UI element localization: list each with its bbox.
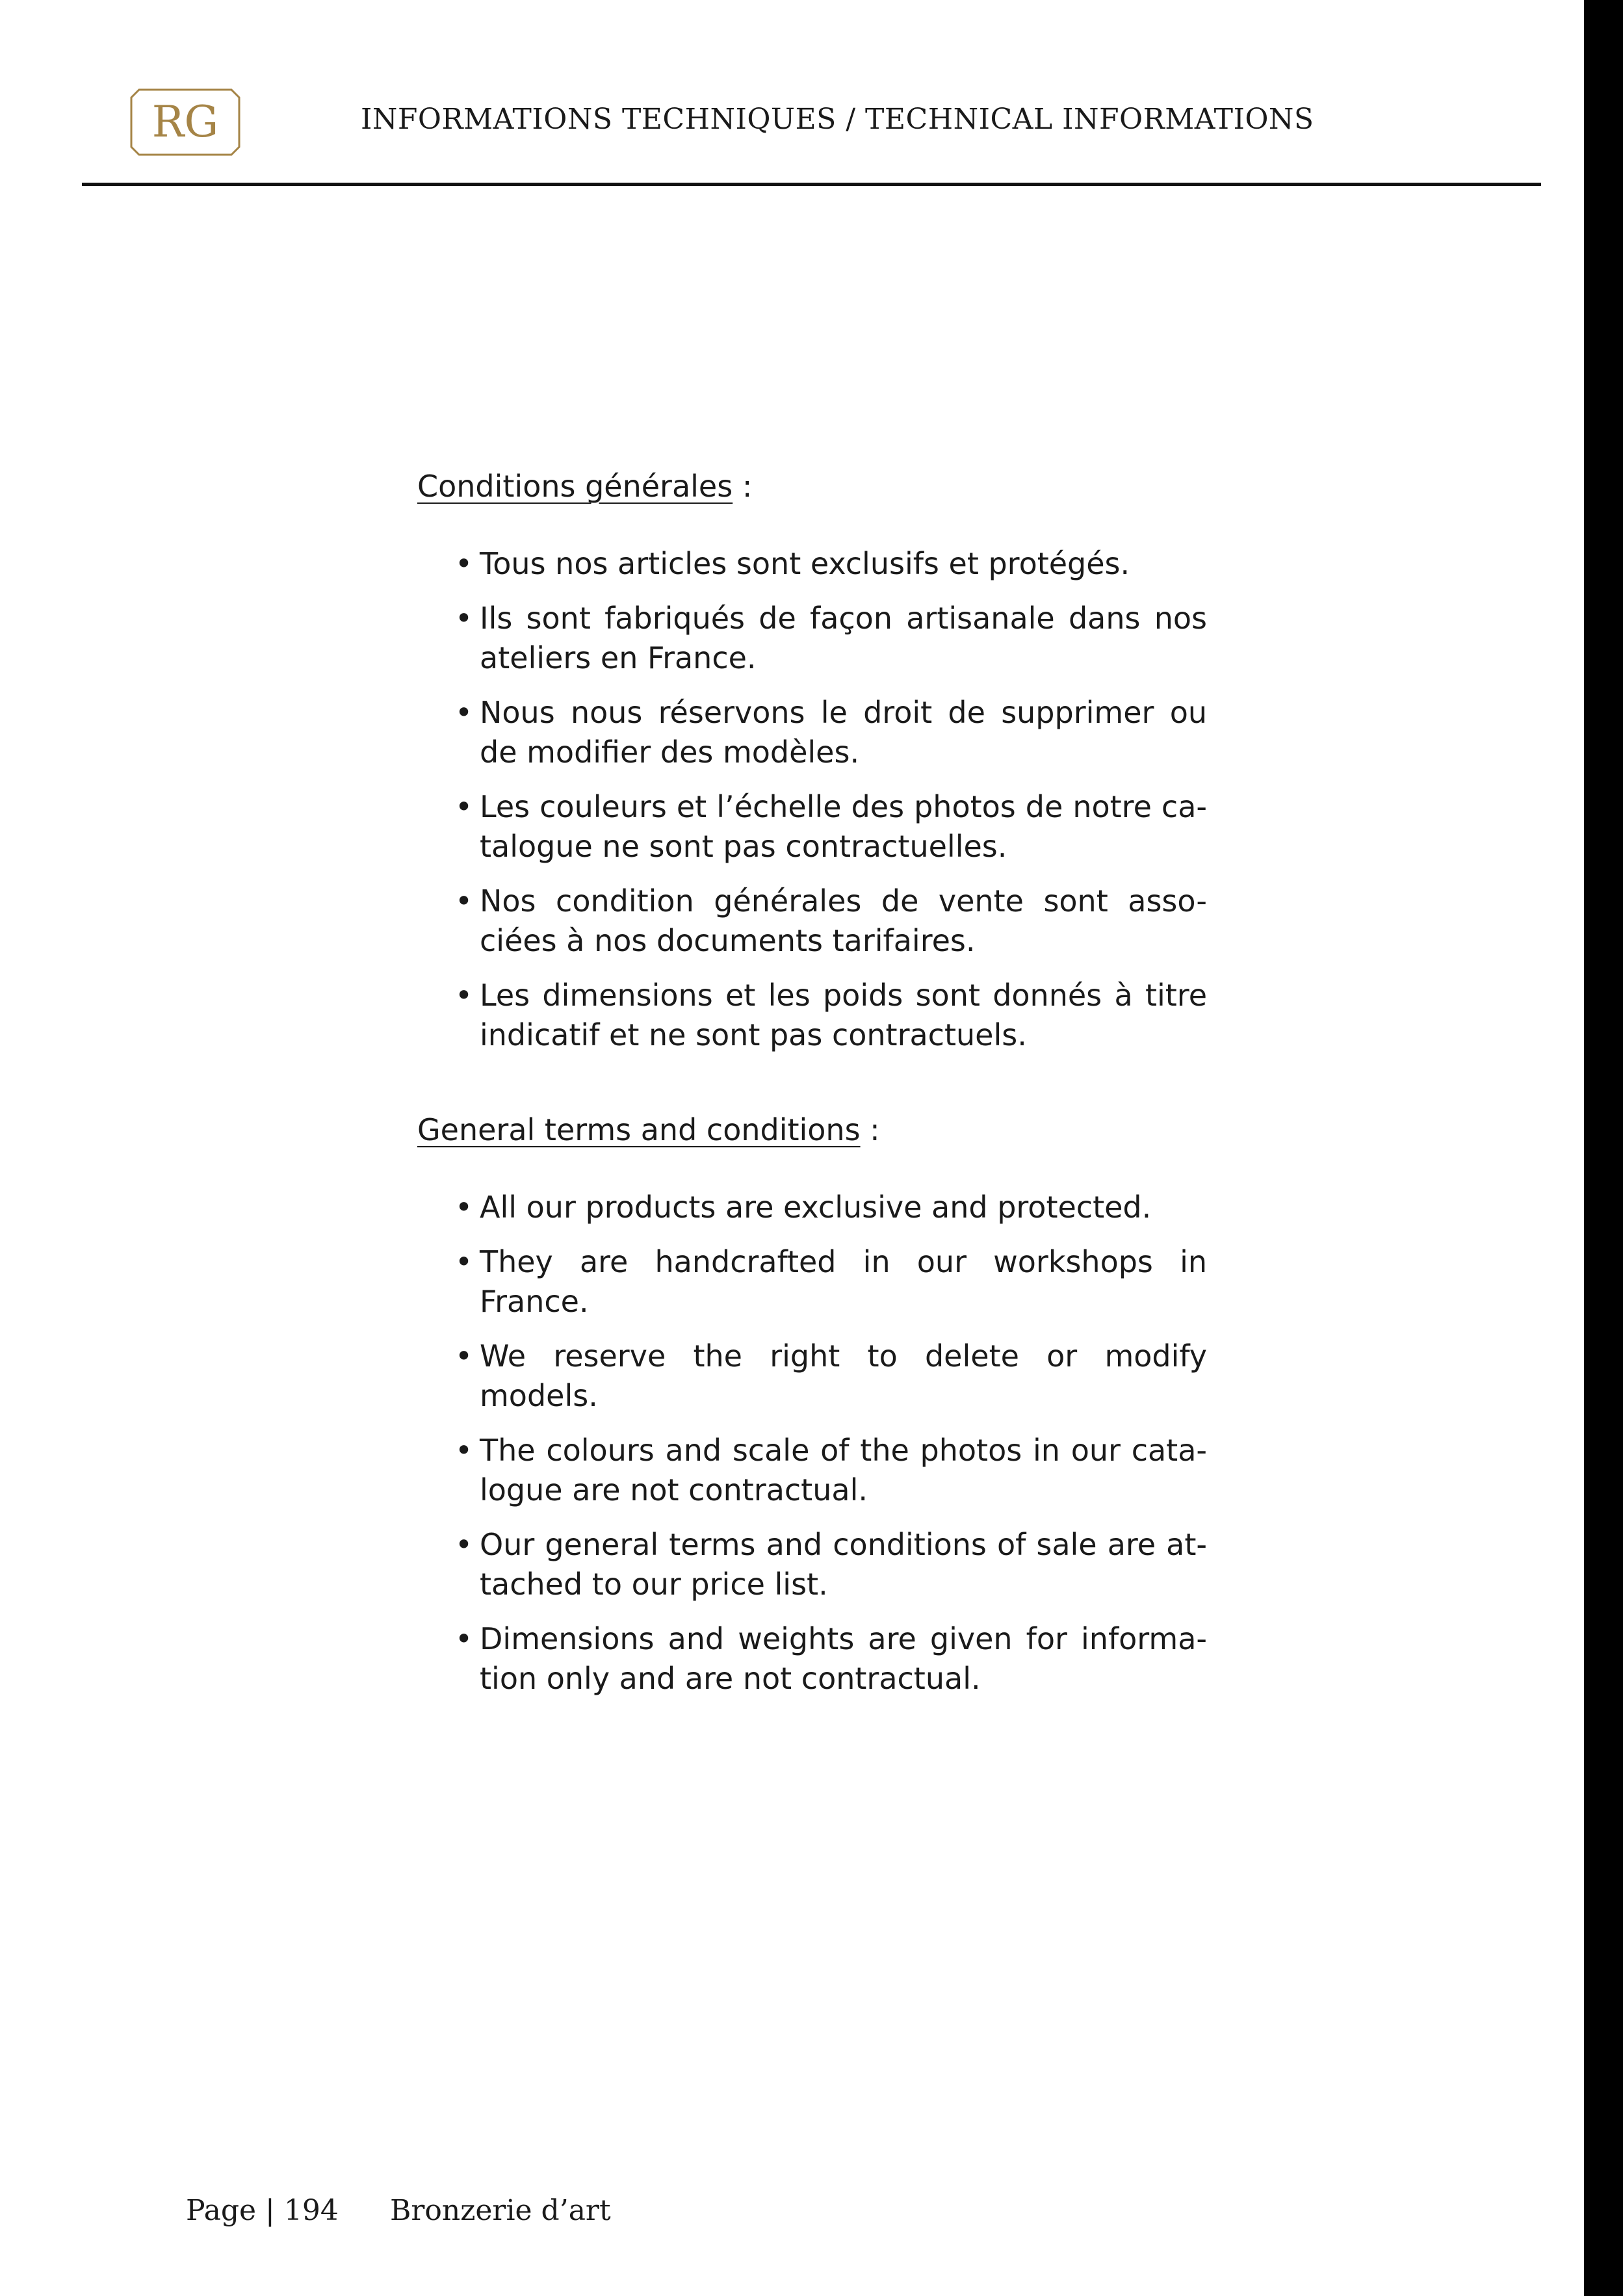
list-item-text: Ils sont fabriqués de façon artisanale dans nos ateliers en France. bbox=[480, 601, 1207, 675]
list-item bbox=[417, 599, 1207, 678]
bullet-icon: • bbox=[455, 1190, 473, 1225]
page-header-title: INFORMATIONS TECHNIQUES / TECHNICAL INFORMATIONS bbox=[361, 103, 1314, 136]
list-item bbox=[417, 1619, 1207, 1699]
list-item bbox=[417, 544, 1207, 584]
page-edge-bar bbox=[1584, 0, 1623, 2296]
list-item bbox=[417, 787, 1207, 867]
list-item bbox=[417, 1337, 1207, 1416]
section-heading-colon: : bbox=[860, 1112, 880, 1147]
list-item bbox=[417, 1431, 1207, 1510]
footer-page-number: Page | 194 bbox=[186, 2194, 339, 2227]
list-item-text: We reserve the right to delete or modify models. bbox=[480, 1338, 1207, 1413]
footer-publication-title: Bronzerie d’art bbox=[390, 2194, 611, 2227]
bullet-list bbox=[417, 544, 1207, 1055]
section-heading-colon: : bbox=[733, 469, 753, 504]
terms-content bbox=[417, 467, 1207, 1714]
section-heading-text: General terms and conditions bbox=[417, 1112, 861, 1147]
section-heading bbox=[417, 467, 1207, 506]
section-general-terms bbox=[417, 1110, 1207, 1699]
bullet-icon: • bbox=[455, 978, 473, 1013]
rg-logo-icon bbox=[130, 88, 240, 156]
bullet-icon: • bbox=[455, 1338, 473, 1374]
list-item bbox=[417, 976, 1207, 1055]
list-item-text: Les dimensions et les poids sont donnés à titre indicatif et ne sont pas contractuels. bbox=[480, 978, 1207, 1052]
list-item-text: They are handcrafted in our workshops in France. bbox=[480, 1244, 1207, 1319]
bullet-icon: • bbox=[455, 695, 473, 730]
svg-text:RG: RG bbox=[151, 97, 219, 147]
bullet-icon: • bbox=[455, 1621, 473, 1656]
list-item-text: Nous nous réservons le droit de supprimer ou de modifier des modèles. bbox=[480, 695, 1207, 770]
list-item bbox=[417, 693, 1207, 772]
bullet-icon: • bbox=[455, 789, 473, 824]
list-item bbox=[417, 881, 1207, 961]
bullet-icon: • bbox=[455, 883, 473, 919]
list-item-text: Dimensions and weights are given for informa-tion only and are not contractual. bbox=[480, 1621, 1207, 1696]
list-item-text: Les couleurs et l’échelle des photos de notre ca-talogue ne sont pas contractuelles. bbox=[480, 789, 1207, 864]
list-item bbox=[417, 1525, 1207, 1604]
list-item bbox=[417, 1188, 1207, 1227]
section-heading bbox=[417, 1110, 1207, 1150]
bullet-icon: • bbox=[455, 1433, 473, 1468]
list-item-text: Nos condition générales de vente sont asso-ciées à nos documents tarifaires. bbox=[480, 883, 1207, 958]
section-heading-text: Conditions générales bbox=[417, 469, 733, 504]
header-divider bbox=[82, 183, 1541, 186]
bullet-icon: • bbox=[455, 601, 473, 636]
bullet-icon: • bbox=[455, 1244, 473, 1279]
section-conditions-generales bbox=[417, 467, 1207, 1055]
bullet-icon: • bbox=[455, 546, 473, 581]
list-item-text: All our products are exclusive and protected. bbox=[480, 1190, 1152, 1225]
bullet-icon: • bbox=[455, 1527, 473, 1562]
list-item-text: Our general terms and conditions of sale are at-tached to our price list. bbox=[480, 1527, 1207, 1602]
bullet-list bbox=[417, 1188, 1207, 1699]
list-item bbox=[417, 1242, 1207, 1322]
list-item-text: The colours and scale of the photos in our cata-logue are not contractual. bbox=[480, 1433, 1207, 1507]
list-item-text: Tous nos articles sont exclusifs et protégés. bbox=[480, 546, 1130, 581]
rg-logo bbox=[130, 88, 240, 156]
